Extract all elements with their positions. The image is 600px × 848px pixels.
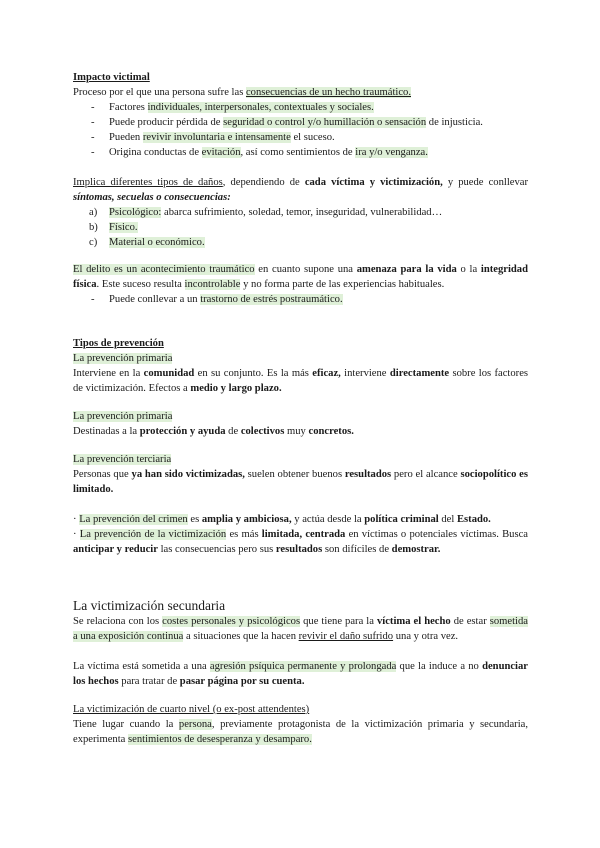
subheading: La prevención primaria — [73, 353, 173, 364]
paragraph: Se relaciona con los costes personales y psicológicos que tiene para la víctima el hecho de estar sometida a una exposición continua a situaciones que la hacen revivir el daño sufrido una y otra vez. — [73, 616, 528, 642]
section-victimizacion-secundaria — [73, 597, 528, 644]
subsection-primaria-2 — [73, 409, 528, 439]
list-item: - Factores individuales, interpersonales, contextuales y sociales. — [73, 100, 528, 115]
subheading: La victimización de cuarto nivel (o ex-post attendentes) — [73, 704, 310, 715]
subheading: La prevención terciaria — [73, 454, 172, 465]
section-tipos-prevencion — [73, 336, 528, 396]
note: · La prevención del crimen es amplia y ambiciosa, y actúa desde la política criminal del Estado. — [73, 514, 491, 525]
list-item: - Pueden revivir involuntaria e intensamente el suceso. — [73, 130, 528, 145]
list-item: c) Material o económico. — [89, 237, 205, 248]
paragraph: Destinadas a la protección y ayuda de colectivos muy concretos. — [73, 426, 354, 437]
subsection-terciaria — [73, 452, 528, 497]
bullet-list — [73, 100, 528, 160]
list-item: - Puede conllevar a un trastorno de estrés postraumático. — [73, 292, 528, 307]
section-impacto-victimal — [73, 70, 528, 160]
paragraph-delito: El delito es un acontecimiento traumático en cuanto supone una amenaza para la vida o la integridad física. Este suceso resulta incontrolable y no forma parte de las experiencias habituales. - Puede conllevar a un trastorno de estrés postraumático. — [73, 262, 528, 307]
subsection-cuarto-nivel — [73, 702, 528, 747]
note: · La prevención de la victimización es más limitada, centrada en víctimas o potenciales víctimas. Busca anticipar y reducir las consecuencias pero sus resultados son difíciles de demostrar. — [73, 529, 528, 555]
lettered-list — [73, 205, 528, 250]
list-item: - Puede producir pérdida de seguridad o control y/o humillación o sensación de injusticia. — [73, 115, 528, 130]
paragraph-implica: Implica diferentes tipos de daños, dependiendo de cada víctima y victimización, y puede conllevar síntomas, secuelas o consecuencias: a) Psicológico: abarca sufrimiento, soledad, temor, inseguridad, vulnerabilidad… b) Físico. c) Material o económico. — [73, 177, 528, 248]
paragraph-agresion: La víctima está sometida a una agresión psíquica permanente y prolongada que la induce a no denunciar los hechos para tratar de pasar página por su cuenta. — [73, 661, 528, 687]
list-item: a) Psicológico: abarca sufrimiento, soledad, temor, inseguridad, vulnerabilidad… — [89, 207, 443, 218]
section-heading: Tipos de prevención — [73, 338, 164, 349]
section-heading: Impacto victimal — [73, 72, 150, 83]
paragraph: Proceso por el que una persona sufre las consecuencias de un hecho traumático. — [73, 87, 411, 98]
section-title: La victimización secundaria — [73, 598, 226, 613]
paragraph: Interviene en la comunidad en su conjunto. Es la más eficaz, interviene directamente sobre los factores de victimización. Efectos a medio y largo plazo. — [73, 368, 529, 394]
paragraph: Tiene lugar cuando la persona, previamente protagonista de la victimización primaria y secundaria, experimenta sentimientos de desesperanza y desamparo. — [73, 719, 528, 745]
list-item: - Origina conductas de evitación, así como sentimientos de ira y/o venganza. — [73, 145, 528, 160]
subheading: La prevención primaria — [73, 411, 173, 422]
list-item: b) Físico. — [89, 222, 138, 233]
bullet-list — [73, 292, 528, 307]
prevention-notes — [73, 512, 528, 557]
paragraph: Personas que ya han sido victimizadas, suelen obtener buenos resultados pero el alcance sociopolítico es limitado. — [73, 469, 528, 495]
